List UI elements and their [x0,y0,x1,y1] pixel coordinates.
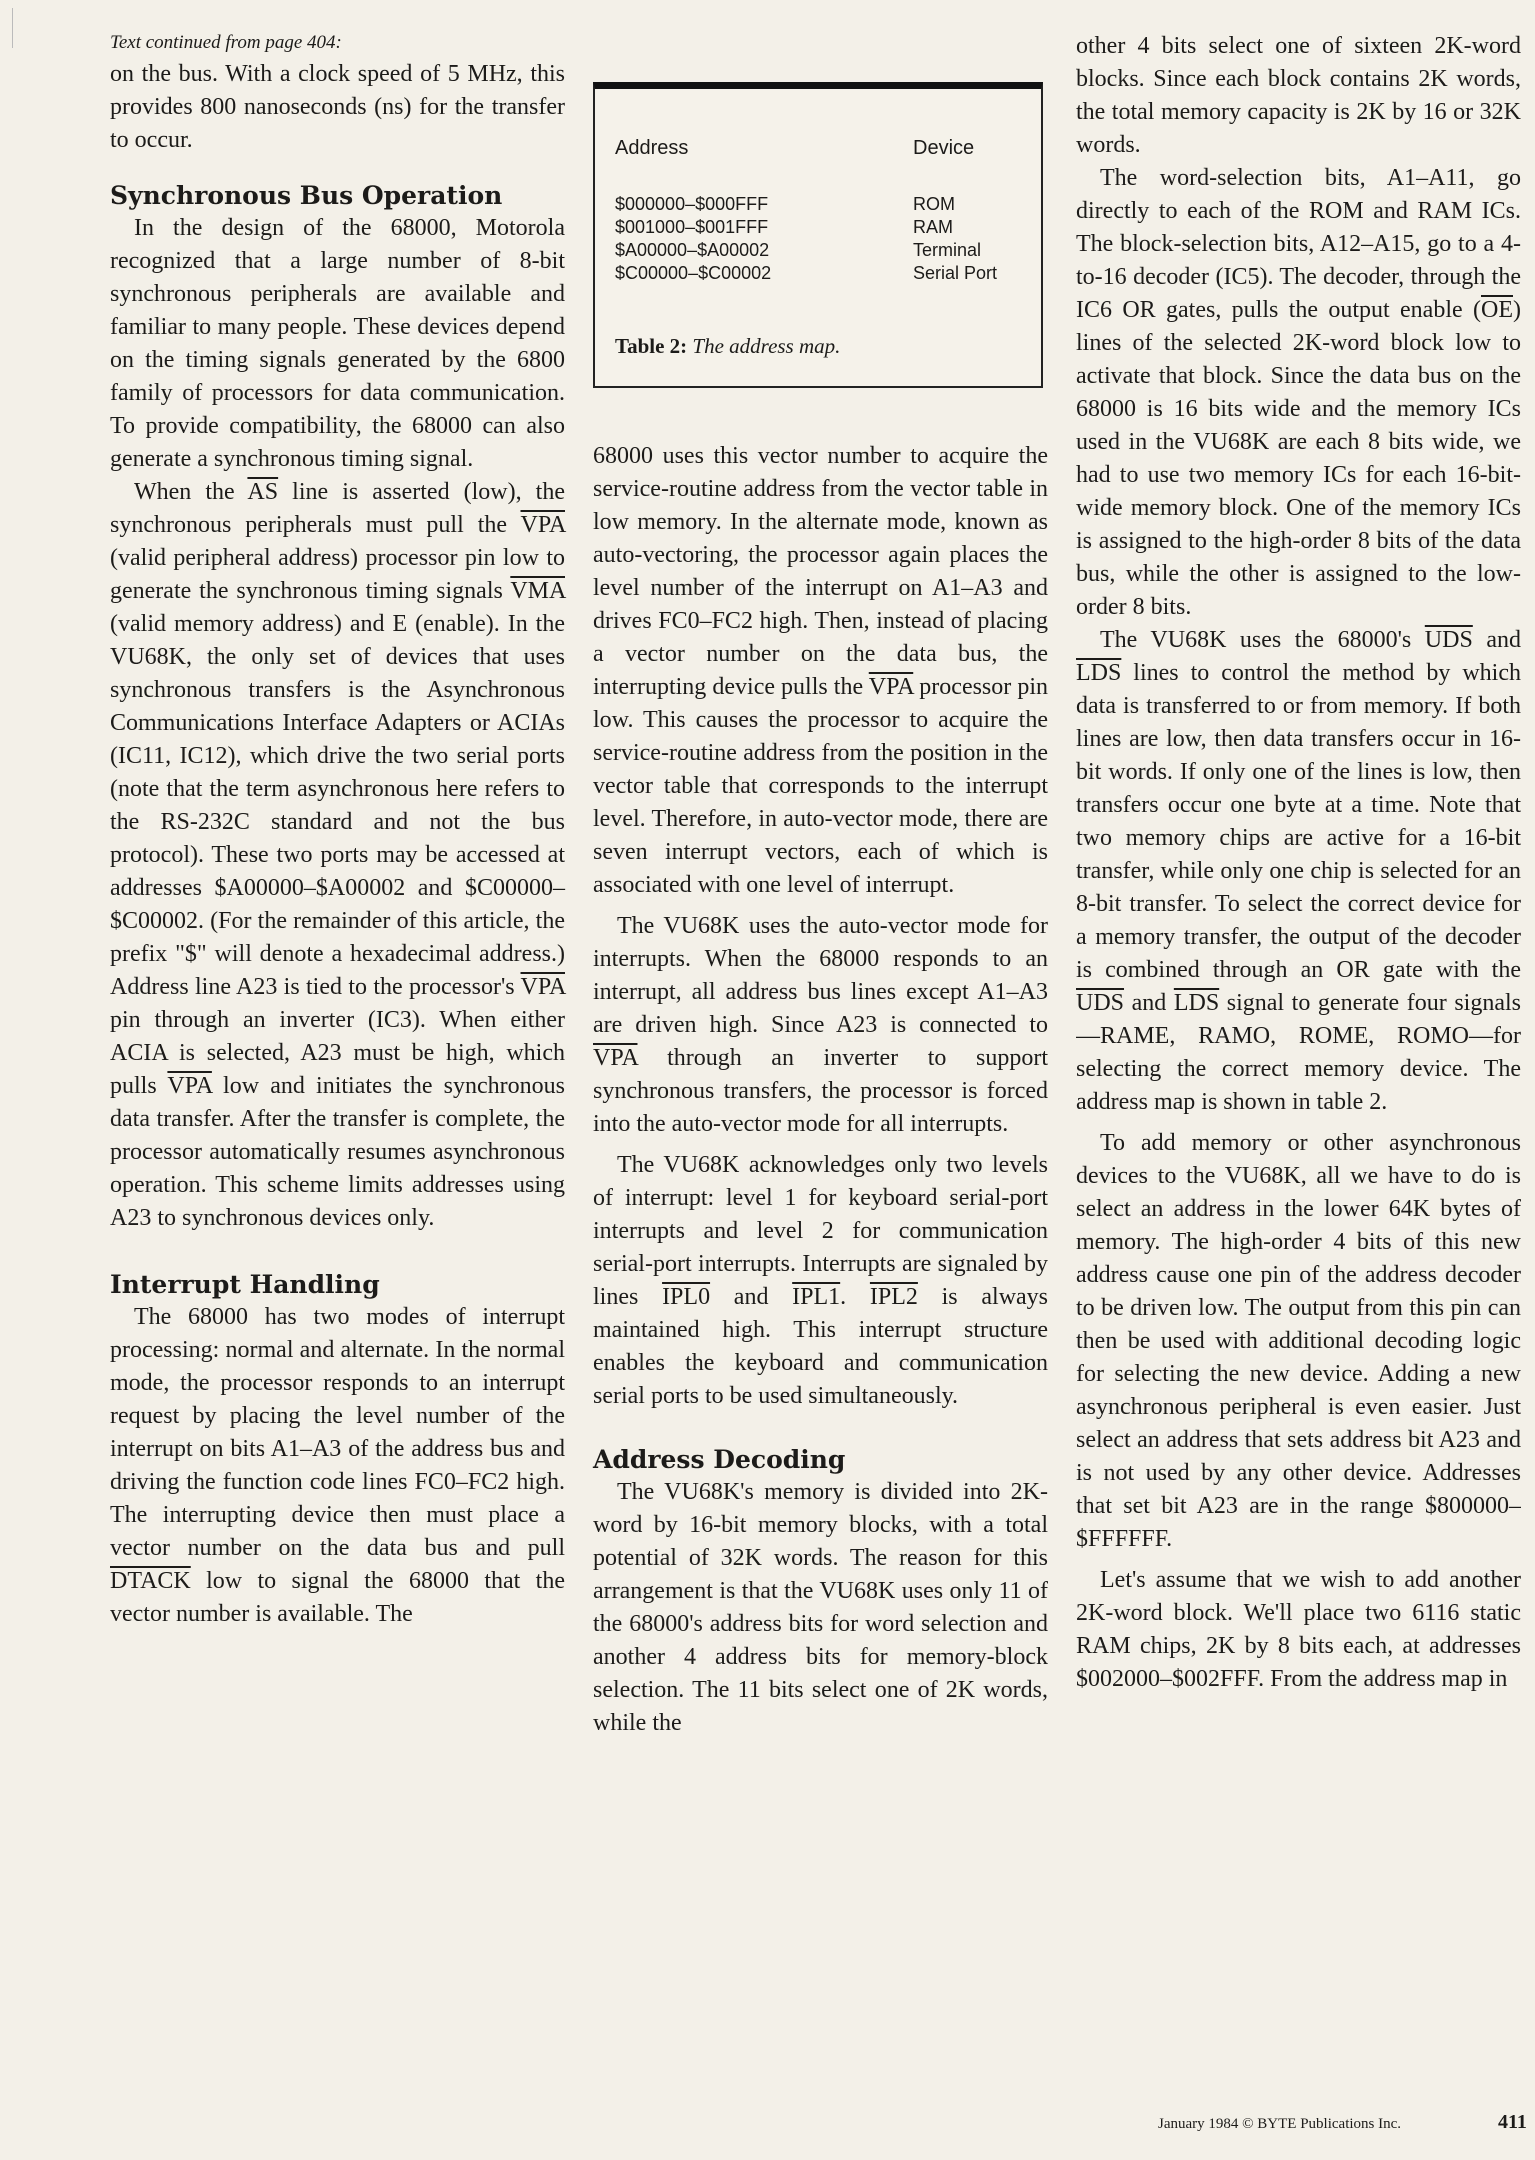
column-2 [593,440,1048,1740]
table-header-address: Address [615,137,689,159]
paragraph: The 68000 has two modes of interrupt processing: normal and alternate. In the normal mode, the processor responds to an interrupt request by placing the level number of the interrupt on bits A1–A3 of the address bus and driving the function code lines FC0–FC2 high. The interrupting device then must place a vector number on the data bus and pull DTACK low to signal the 68000 that the vector number is available. The [110,1304,565,1627]
signal-ipl1: IPL1 [792,1284,841,1310]
table-caption: Table 2: The address map. [615,334,841,358]
paragraph: The VU68K uses the auto-vector mode for interrupts. When the 68000 responds to an interrupt, all address bus lines except A1–A3 are driven high. Since A23 is connected to $\overline{VPA}$ through an inverter to support synchronous transfers, the processor is forced into the auto-vector mode for all interrupts. [593,913,1048,1137]
paragraph: The VU68K uses the 68000's $\overline{UDS}$ and $\overline{LDS}$ lines to control the method by which data is transferred to or from memory. If both lines are low, then data transfers occur in 16-bit words. If only one of the lines is low, then transfers occur one byte at a time. Note that two memory chips are active for a 16-bit transfer, while only one chip is selected for an 8-bit transfer. To select the correct device for a memory transfer, the output of the decoder is combined through an OR gate with the $\overline{UDS}$ and $\overline{LDS}$ signal to generate four signals—RAME, RAMO, ROME, ROMO—for selecting the correct memory device. The address map is shown in table 2. [1076,627,1521,1115]
signal-vpa: $\overline{VPA}$ [520,512,565,538]
section-heading-address-decoding: Address Decoding [593,1445,846,1474]
column-1 [110,30,565,1631]
signal-vpa: $\overline{VPA}$ [868,674,914,700]
column-3 [1076,30,1521,1696]
paragraph: The VU68K's memory is divided into 2K-word by 16-bit memory blocks, with a total potential of 32K words. The reason for this arrangement is that the VU68K uses only 11 of the 68000's address bits for word selection and another 4 address bits for memory-block selection. The 11 bits select one of 2K words, while the [593,1479,1048,1736]
paragraph: The word-selection bits, A1–A11, go directly to each of the ROM and RAM ICs. The block-selection bits, A12–A15, go to a 4-to-16 decoder (IC5). The decoder, through the IC6 OR gates, pulls the output enable $(\overline{OE})$ lines of the selected 2K-word block low to activate that block. Since the data bus on the 68000 is 16 bits wide and the memory ICs used in the VU68K are each 8 bits wide, we had to use two memory ICs for each 16-bit-wide memory block. One of the memory ICs is assigned to the high-order 8 bits of the data bus, while the other is assigned to the low-order 8 bits. [1076,165,1521,620]
table-body [615,193,1031,285]
margin-mark [0,8,13,48]
paragraph: To add memory or other asynchronous devices to the VU68K, all we have to do is select an address in the lower 64K bytes of memory. The high-order 4 bits of this new address cause one pin of the address decoder to be driven low. The output from this pin can then be used with additional decoding logic for selecting the new device. Adding a new asynchronous peripheral is even easier. Just select an address that sets address bit A23 and is not used by any other device. Addresses that set bit A23 are in the range $800000–$FFFFFF. [1076,1130,1521,1552]
table-row: $000000–$000FFF ROM [615,194,955,214]
signal-lds: $\overline{LDS}$ [1173,990,1220,1016]
paragraph: When the $\overline{AS}$ line is asserted (low), the synchronous peripherals must pull the $\overline{VPA}$ (valid peripheral address) processor pin low to generate the synchronous timing signals $\overline{VMA}$ (valid memory address) and E (enable). In the VU68K, the only set of devices that uses synchronous transfers is the Asynchronous Communications Interface Adapters or ACIAs (IC11, IC12), which drive the two serial ports (note that the term asynchronous here refers to the RS-232C standard and not the bus protocol). These two ports may be accessed at addresses $A00000–$A00002 and $C00000–$C00002. (For the remainder of this article, the prefix "$" will denote a hexadecimal address.) Address line A23 is tied to the processor's $\overline{VPA}$ pin through an inverter (IC3). When either ACIA is selected, A23 must be high, which pulls $\overline{VPA}$ low and initiates the synchronous data transfer. After the transfer is complete, the processor automatically resumes asynchronous operation. This scheme limits addresses using A23 to synchronous devices only. [110,479,565,1231]
table-row: $C00000–$C00002 Serial Port [615,263,998,283]
signal-uds: $\overline{UDS}$ [1424,627,1473,653]
signal-ipl2: IPL2 [869,1284,918,1310]
signal-vpa: $\overline{VPA}$ [520,974,565,1000]
address-map-table [593,82,1043,388]
signal-ipl0: IPL0 [662,1284,711,1310]
footer-credit: January 1984 © BYTE Publications Inc. [1158,2116,1402,2132]
table-row: $001000–$001FFF RAM [615,217,953,237]
paragraph: Let's assume that we wish to add another 2K-word block. We'll place two 6116 static RAM chips, 2K by 8 bits each, at addresses $002000–$002FFF. From the address map in [1076,1567,1521,1692]
section-heading-interrupt: Interrupt Handling [110,1270,380,1299]
continued-note: Text continued from page 404: [110,32,342,53]
signal-as: $\overline{AS}$ [247,479,279,505]
signal-oe: $\overline{OE}$ [1481,297,1513,323]
paragraph: 68000 uses this vector number to acquire the service-routine address from the vector table in low memory. In the alternate mode, known as auto-vectoring, the processor again places the level number of the interrupt on A1–A3 and drives FC0–FC2 high. Then, instead of placing a vector number on the data bus, the interrupting device pulls the $\overline{VPA}$ processor pin low. This causes the processor to acquire the service-routine address from the position in the vector table that corresponds to the interrupt level. Therefore, in auto-vector mode, there are seven interrupt vectors, each of which is associated with one level of interrupt. [593,443,1048,898]
signal-vpa: $\overline{VPA}$ [167,1073,212,1099]
section-heading-synchronous: Synchronous Bus Operation [110,181,503,210]
signal-uds: $\overline{UDS}$ [1076,990,1125,1016]
paragraph: In the design of the 68000, Motorola recognized that a large number of 8-bit synchronous peripherals are available and familiar to many people. These devices depend on the timing signals generated by the 6800 family of processors for data communication. To provide compatibility, the 68000 can also generate a synchronous timing signal. [110,215,565,472]
page-number: 411 [1498,2111,1527,2133]
signal-vpa: $\overline{VPA}$ [593,1045,638,1071]
signal-lds: $\overline{LDS}$ [1076,660,1122,686]
paragraph: on the bus. With a clock speed of 5 MHz, this provides 800 nanoseconds (ns) for the transfer to occur. [110,61,565,153]
signal-vma: $\overline{VMA}$ [510,578,565,604]
table-header-device: Device [913,137,975,159]
paragraph: other 4 bits select one of sixteen 2K-word blocks. Since each block contains 2K words, the total memory capacity is 2K by 16 or 32K words. [1076,33,1521,158]
table-row: $A00000–$A00002 Terminal [615,240,982,260]
signal-dtack: DTACK [110,1568,191,1594]
paragraph: The VU68K acknowledges only two levels of interrupt: level 1 for keyboard serial-port interrupts and level 2 for communication serial-port interrupts. Interrupts are signaled by lines IPL0 and IPL1. IPL2 is always maintained high. This interrupt structure enables the keyboard and communication serial ports to be used simultaneously. [593,1152,1049,1409]
